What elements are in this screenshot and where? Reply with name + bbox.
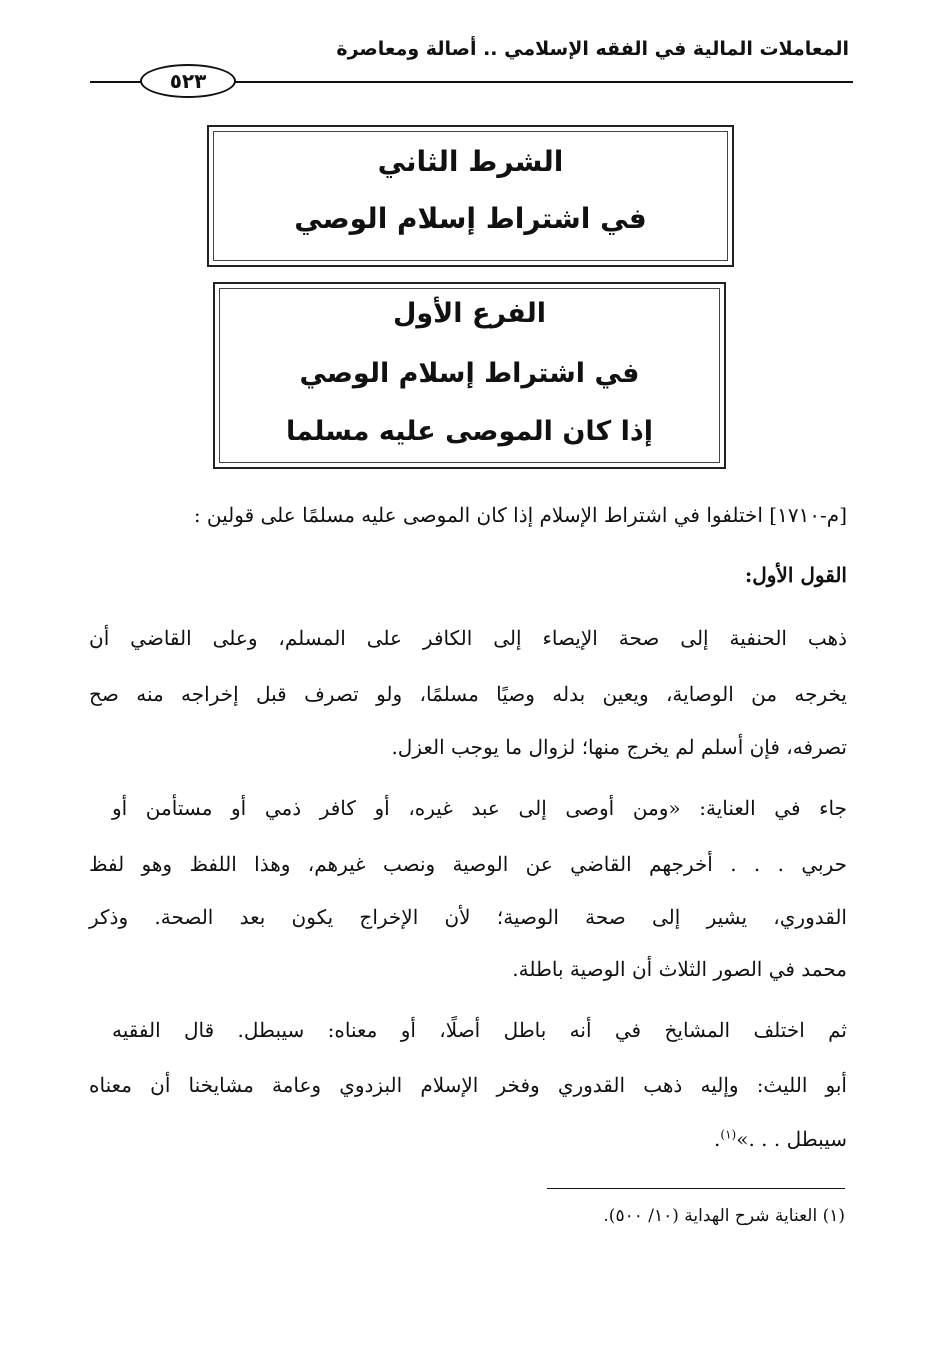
sentence-end: . [714,1127,721,1151]
paragraph-1-line-3: تصرفه، فإن أسلم لم يخرج منها؛ لزوال ما يوجب العزل. [391,735,847,759]
paragraph-2-line-4: محمد في الصور الثلاث أن الوصية باطلة. [512,957,847,981]
footnote-marker: (١) [720,1127,737,1142]
subsection-title-line-2: في اشتراط إسلام الوصي [299,358,640,389]
running-header: المعاملات المالية في الفقه الإسلامي .. أصالة ومعاصرة [336,38,849,60]
paragraph-1-line-2: يخرجه من الوصاية، ويعين بدله وصيًا مسلمًا، ولو تصرف قبل إخراجه منه صح [89,682,847,706]
section-title-box [207,125,734,267]
paragraph-3-line-1: ثم اختلف المشايخ في أنه باطل أصلًا، أو معناه: سيبطل. قال الفقيه [112,1018,847,1042]
intro-paragraph: [م-١٧١٠] اختلفوا في اشتراط الإسلام إذا كان الموصى عليه مسلمًا على قولين : [193,503,847,527]
paragraph-3-line-2: أبو الليث: وإليه ذهب القدوري وفخر الإسلام البزدوي وعامة مشايخنا أن معناه [89,1073,847,1097]
section-title-line-1: الشرط الثاني [377,145,564,178]
paragraph-3-line-3 [714,1127,847,1151]
quote-end-text: سيبطل . . .» [736,1127,847,1151]
subsection-title-line-3: إذا كان الموصى عليه مسلما [286,416,653,447]
page-number: ٥٢٣ [140,64,236,98]
paragraph-2-line-2: حربي . . . أخرجهم القاضي عن الوصية ونصب غيرهم، وهذا اللفظ وهو لفظ [89,852,847,876]
paragraph-1-line-1: ذهب الحنفية إلى صحة الإيصاء إلى الكافر على المسلم، وعلى القاضي أن [89,626,847,650]
subsection-title-line-1: الفرع الأول [392,298,547,329]
paragraph-2-line-3: القدوري، يشير إلى صحة الوصية؛ لأن الإخراج يكون بعد الصحة. وذكر [89,905,847,929]
opinion-heading: القول الأول: [744,563,847,587]
footnote-rule [547,1188,845,1189]
section-title-line-2: في اشتراط إسلام الوصي [294,202,647,235]
footnote-text: (١) العناية شرح الهداية (١٠/ ٥٠٠). [603,1206,845,1226]
paragraph-2-line-1: جاء في العناية: «ومن أوصى إلى عبد غيره، أو كافر ذمي أو مستأمن أو [112,796,847,820]
subsection-title-box [213,282,726,469]
